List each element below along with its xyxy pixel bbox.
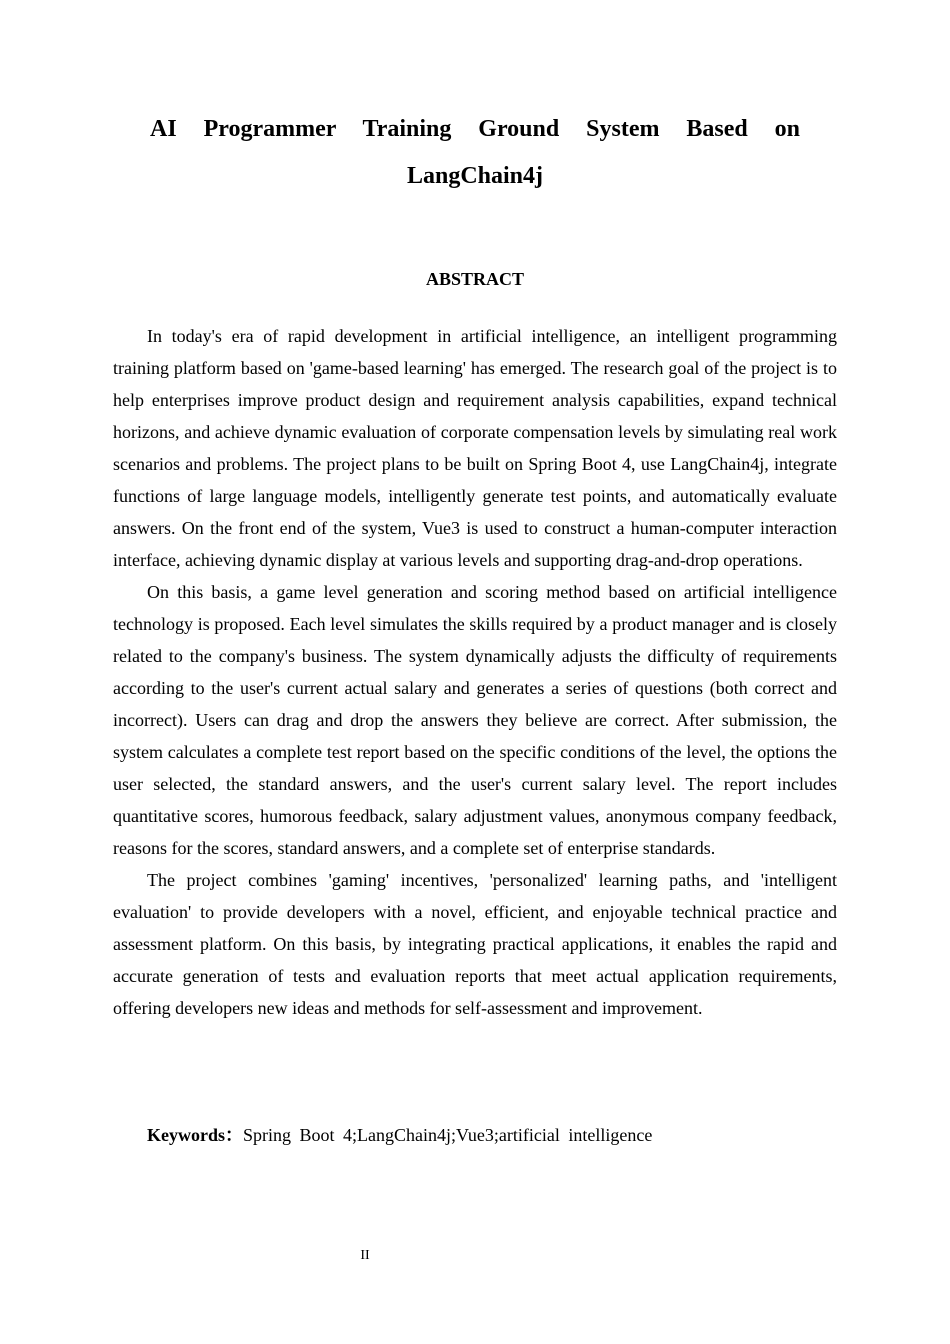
keywords-values: Spring Boot 4;LangChain4j;Vue3;artificial intelligence	[243, 1125, 653, 1145]
page-number: II	[360, 1248, 370, 1263]
abstract-body	[113, 320, 837, 1024]
abstract-paragraph-2: On this basis, a game level generation and scoring method based on artificial intelligence technology is proposed. Each level simulates the skills required by a product manager and is closely related to the company's business. The system dynamically adjusts the difficulty of requirements according to the user's current actual salary and generates a series of questions (both correct and incorrect). Users can drag and drop the answers they believe are correct. After submission, the system calculates a complete test report based on the specific conditions of the level, the options the user selected, the standard answers, and the user's current salary level. The report includes quantitative scores, humorous feedback, salary adjustment values, anonymous company feedback, reasons for the scores, standard answers, and a complete set of enterprise standards.	[113, 582, 837, 858]
keywords-line	[147, 1120, 837, 1150]
abstract-paragraph-1: In today's era of rapid development in artificial intelligence, an intelligent programming training platform based on 'game-based learning' has emerged. The research goal of the project is to help enterprises improve product design and requirement analysis capabilities, expand technical horizons, and achieve dynamic evaluation of corporate compensation levels by simulating real work scenarios and problems. The project plans to be built on Spring Boot 4, use LangChain4j, integrate functions of large language models, intelligently generate test points, and automatically evaluate answers. On the front end of the system, Vue3 is used to construct a human-computer interaction interface, achieving dynamic display at various levels and supporting drag-and-drop operations.	[113, 326, 837, 570]
abstract-paragraph-3: The project combines 'gaming' incentives, 'personalized' learning paths, and 'intelligent evaluation' to provide developers with a novel, efficient, and enjoyable technical practice and assessment platform. On this basis, by integrating practical applications, it enables the rapid and accurate generation of tests and evaluation reports that meet actual application requirements, offering developers new ideas and methods for self-assessment and improvement.	[113, 870, 837, 1018]
abstract-heading: ABSTRACT	[425, 269, 525, 289]
paper-title: AI Programmer Training Ground System Based on LangChain4j	[150, 116, 800, 189]
keywords-label: Keywords：	[147, 1125, 243, 1145]
